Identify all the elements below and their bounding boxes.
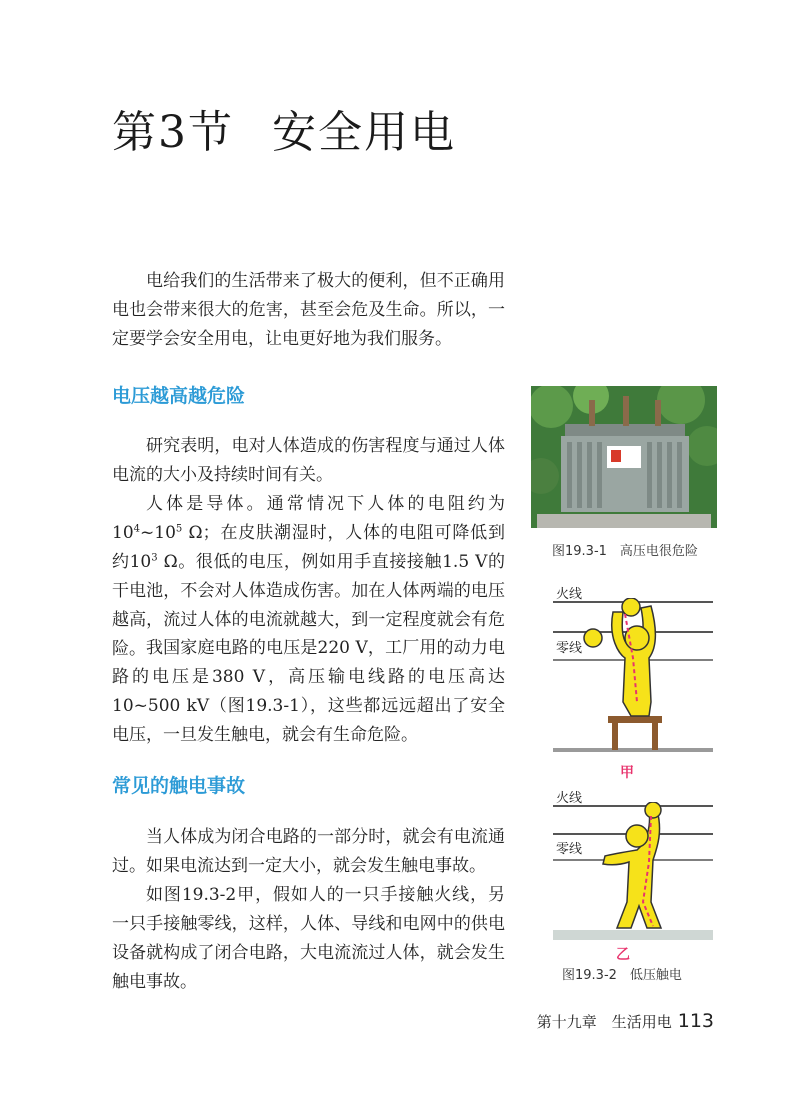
page-title (112, 96, 456, 160)
section-number: 第3节 (112, 107, 234, 158)
neutral-wire-label: 零线 (556, 842, 583, 857)
section-heading-accident: 常见的触电事故 (112, 775, 246, 797)
page-footer (537, 1010, 714, 1032)
neutral-wire-label: 零线 (556, 641, 583, 656)
label-jia: 甲 (620, 765, 634, 781)
electrocution-illustration-a (553, 598, 713, 758)
figure-caption: 图19.3-1 高压电很危险 (552, 544, 698, 559)
paragraph: 研究表明，电对人体造成的伤害程度与通过人体电流的大小及持续时间有关。 (112, 436, 505, 485)
paragraph: 我国家庭电路的电压是220 V，工厂用的动力电路的电压是380 V，高压输电线路的电压高达10~500 kV（图19.3-1），这些都远远超出了安全电压，一旦发生触电，就会有生命危险。 (112, 638, 505, 745)
transformer-photo (531, 386, 717, 528)
figure-caption: 图19.3-2 低压触电 (562, 968, 682, 983)
live-wire-label: 火线 (556, 791, 583, 806)
intro-paragraph: 电给我们的生活带来了极大的便利，但不正确用电也会带来很大的危害，甚至会危及生命。所以，一定要学会安全用电，让电更好地为我们服务。 (112, 271, 505, 349)
live-wire-label: 火线 (556, 587, 583, 602)
section-heading-voltage: 电压越高越危险 (112, 385, 246, 407)
chapter-label: 第十九章 生活用电 (536, 1013, 672, 1031)
paragraph: 当人体成为闭合电路的一部分时，就会有电流通过。如果电流达到一定大小，就会发生触电事故。 (112, 827, 505, 876)
paragraph: 如图19.3-2甲，假如人的一只手接触火线，另一只手接触零线，这样，人体、导线和电网中的供电设备就构成了闭合电路，大电流流过人体，就会发生触电事故。 (112, 885, 505, 992)
page-number: 113 (677, 1010, 714, 1032)
electrocution-illustration-b (553, 802, 713, 942)
section-title: 安全用电 (272, 107, 456, 158)
paragraph-resistance: 人体是导体。通常情况下人体的电阻约为$10^4\sim 10^5$ Ω；在皮肤潮湿时，人体的电阻可降低到约$10^3$ Ω。很低的电压，例如用手直接接触1.5 V的干电池，不会对人体造成伤害。加在人体两端的电压越高，流过人体的电流就越大，到一定程度就会有危险。 (112, 494, 506, 659)
label-yi: 乙 (616, 947, 630, 963)
